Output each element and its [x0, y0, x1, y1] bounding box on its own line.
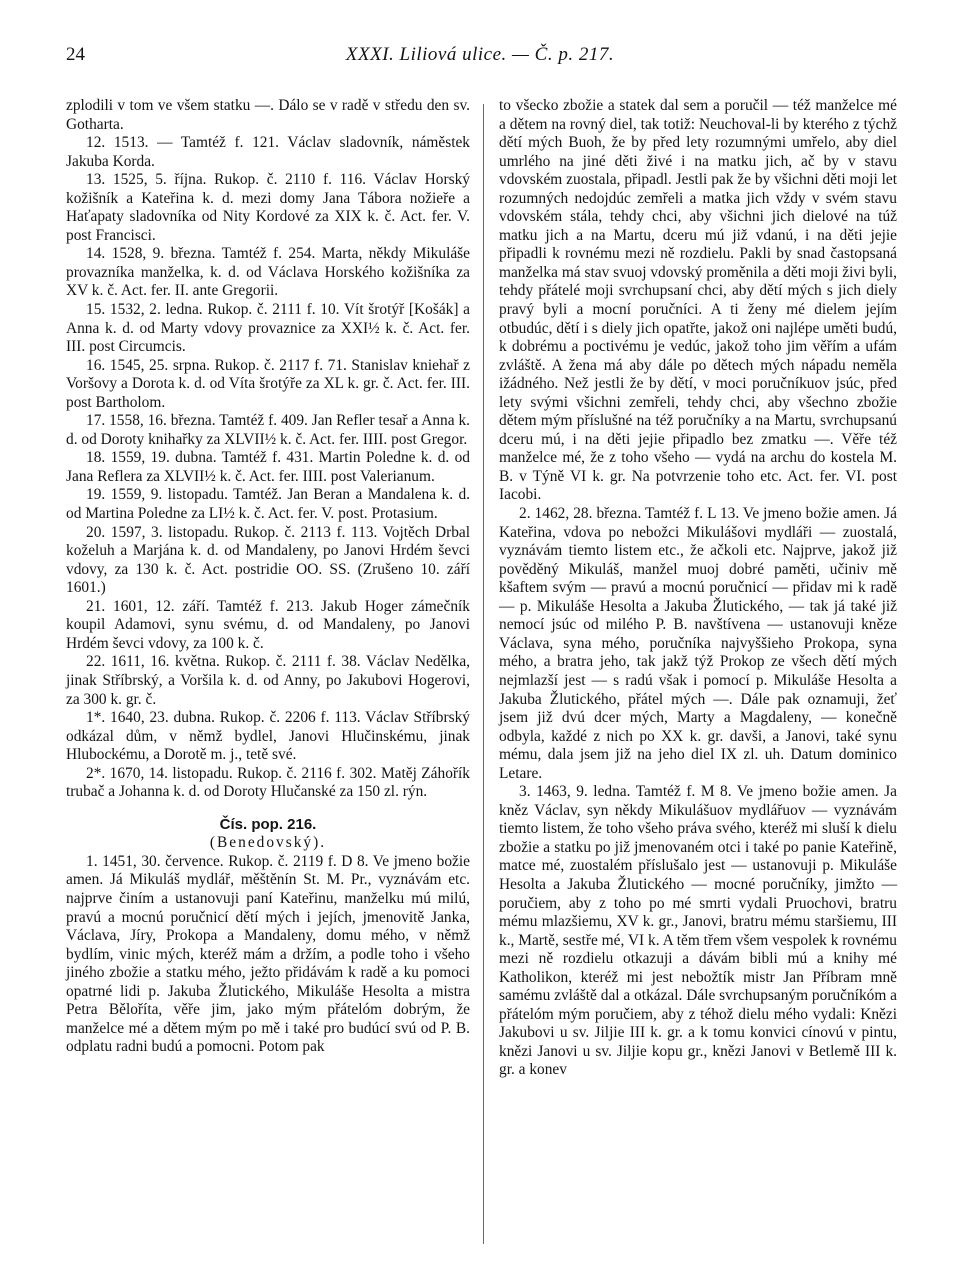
entry-paragraph: 21. 1601, 12. září. Tamtéž f. 213. Jakub Hoger zámečník koupil Adamovi, synu svému, d. od Mandaleny, po Janovi Hrdém ševci vdovy, za 100 k. č. [66, 597, 470, 652]
column-divider [483, 104, 484, 1244]
entry-paragraph: 18. 1559, 19. dubna. Tamtéž f. 431. Martin Poledne k. d. od Jana Reflera za XLVII½ k. č. Act. fer. IIII. post Valerianum. [66, 449, 470, 485]
entry-paragraph: 3. 1463, 9. ledna. Tamtéž f. M 8. Ve jmeno božie amen. Ja kněz Václav, syn někdy Mikulášuov mydlářuov — vyznávám tiemto listem, že toho všeho práva svého, kteréž mi sluší k dielu zbožie a statku po již jmenovaném otci i také po panie Kateřině, matce mé, zuostalém příslušalo jest — ustanovuji p. Mikuláše Hesolta a Jakuba Žlutického — mocné poručníky, jimžto — poručiem, aby z toho po mé smrti vydali Pruochovi, bratru mému mlazšiemu, XV k. gr., Janovi, bratru mému staršiemu, III k., Martě, sestře mé, VI k. A těm třem všem vespolek k rovnému mezi ně rozdielu otkazuji a dávám bibli mú a knihy mé Katholikon, kteréž mi jest nebožtík mistr Jan Příbram mně samému zvláště dal a otkázal. Dále svrchupsaným poručníkóm a přátelóm mým poručiem, aby z téhož dielu mého vydali: Knězi Jakubovi u sv. Jiljie III k. gr. a k tomu konvici cínovú v pintu, knězi Janovi u sv. Jiljie kopu gr., knězi Janovi v Betlemě III k. gr. a konev [499, 783, 897, 1079]
left-entries [66, 97, 470, 802]
section-heading: Čís. pop. 216. [219, 815, 317, 833]
entry-paragraph: 16. 1545, 25. srpna. Rukop. č. 2117 f. 71. Stanislav kniehař z Voršovy a Dorota k. d. od Víta šrotýře za XL k. gr. č. Act. fer. III. post Bartholom. [66, 356, 470, 411]
entry-paragraph: zplodili v tom ve všem statku —. Dálo se v radě v středu den sv. Gotharta. [66, 97, 470, 133]
page-header [66, 44, 894, 74]
entry-paragraph: 20. 1597, 3. listopadu. Rukop. č. 2113 f. 113. Vojtěch Drbal koželuh a Marjána k. d. od Mandaleny, po Janovi Hrdém ševci vdovy, za 130 k. č. Act. postridie OO. SS. (Zrušeno 10. září 1601.) [66, 523, 470, 597]
page-number: 24 [66, 44, 85, 65]
entry-paragraph: 2. 1462, 28. března. Tamtéž f. L 13. Ve jmeno božie amen. Já Kateřina, vdova po nebožci Mikulášovi mydláři — zuostalá, vyznávám tiemto listem etc., že ačkoli etc. Najprve, jakož již pověděný Mikuláš, manžel muoj dobré paměti, učiniv mě kšaftem svým — pravú a mocnú poručnicí — přidav mi k radě — p. Mikuláše Hesolta a Jakuba Žlutického, — tak já také již nemocí jsúc od milého P. B. navštívena — ustanovuji kněze Václava, syna mého, poručníka najvyššieho Prokopa, syna mého, a bratra jeho, tak jakž týž Prokop ze všech dětí mých nejmlazší jest — s radú však i pomocí p. Mikuláše Hesolta a Jakuba Žlutického, přátel mých —. Dále pak oznamuji, žeť jsem již dvú dcer mých, Marty a Magdaleny, — konečně odbyla, každé z nich po XX k. gr. davši, a Janovi, také synu mému, dala jsem již na jeho diel IX zl. uh. Datum dominico Letare. [499, 505, 897, 782]
entry-paragraph: 14. 1528, 9. března. Tamtéž f. 254. Marta, někdy Mikuláše provazníka manželka, k. d. od Václava Horského kožišníka za XV k. č. Act. fer. II. ante Gregorii. [66, 245, 470, 300]
entry-paragraph: 17. 1558, 16. března. Tamtéž f. 409. Jan Refler tesař a Anna k. d. od Doroty knihařky za XLVII½ k. č. Act. fer. IIII. post Gregor. [66, 412, 470, 448]
entry-paragraph: 15. 1532, 2. ledna. Rukop. č. 2111 f. 10. Vít šrotýř [Košák] a Anna k. d. od Marty vdovy provaznice za XXI½ k. č. Act. fer. III. post Circumcis. [66, 301, 470, 356]
entry-paragraph: to všecko zbožie a statek dal sem a poručil — též manželce mé a dětem na rovný diel, tak totiž: Neuchoval-li by kterého z týchž dětí mých Buoh, že by před lety rozumnými umřelo, aby diel umrlého na jiné děti živé i na matku jich, ač by v stavu vdovském zuostala, připadl. Jestli pak že by všichni děti moji let rozumných nedojdúc zemřeli a matka jich vždy v svém stavu vdovském stála, tehdy chci, aby všichni jich dielové na túž matku jich a na Martu, dceru mú již vdanú, i na děti jejie připadli k rovnému mezi ně rozdielu. Pakli by snad častopsaná manželka má stav svuoj vdovský proměnila a děti moji živi byli, tehdy přátelé moji svrchupsaní chci, aby dětí mých s jich diely pravý byli a mocní poručníci. A ti ženy mé dielem jejím otbudúc, dětí i s diely jich opatřte, jakož oni najlépe uměti budú, k dobrému a poctivému je vedúc, jakož toho jim věřím a ufám zvláště. A žena má aby dále po dětech mých nápadu neměla ižádného. Než jestli že by dětí, v moci poručníkuov jsúc, před lety svými všichni zemřeli, tehdy chci, aby všechno zbožie dětem mým příslušné na též poručníky a na Martu, svrchupsanú dceru mú, i na děti jejie připadlo bez zmatku —. Věře též manželce mé, že z toho všeho — vydá na archu do kostela M. B. v Týně VI k. gr. Na potvrzenie toho etc. Act. fer. VI. post Iacobi. [499, 97, 897, 504]
right-column [499, 97, 897, 1080]
entry-paragraph: 22. 1611, 16. května. Rukop. č. 2111 f. 38. Václav Nedělka, jinak Stříbrský, a Voršila k. d. od Anny, po Jakubovi Hogerovi, za 300 k. gr. č. [66, 653, 470, 708]
running-title: XXXI. Liliová ulice. — Č. p. 217. [345, 44, 615, 65]
entry-paragraph: 19. 1559, 9. listopadu. Tamtéž. Jan Beran a Mandalena k. d. od Martina Poledne za LI½ k. č. Act. fer. V. post. Protasium. [66, 486, 470, 523]
entry-paragraph: 12. 1513. — Tamtéž f. 121. Václav sladovník, náměstek Jakuba Korda. [66, 134, 470, 170]
entry-paragraph: 1. 1451, 30. července. Rukop. č. 2119 f. D 8. Ve jmeno božie amen. Já Mikuláš mydlář, měštěnín St. M. Pr., vyznávám etc. najprve činím a ustanovuji paní Kateřinu, manželku mú milú, pravú a mocnú poručnicí dětí mých i jejích, jmenovitě Janka, Václava, Jíry, Prokopa a Mandaleny, domu mého, v němž bydlím, vinic mých, kteréž mám a držím, a podle toho i všeho jiného zbožie a statku mého, ježto přidávám k radě a ku pomoci opatrné lidi p. Jakuba Žlutického, Mikuláše Hesolta a mistra Petra Běloříta, věře jim, jako mým přátelóm dobrým, že manželce mé a dětem mým po mě i také pro budúcí svú od P. B. odplatu radni budú a pomocni. Potom pak [66, 852, 470, 1056]
section-subheading: (Benedovský). [209, 834, 327, 852]
left-column [66, 97, 470, 1057]
right-entries [499, 97, 897, 1080]
left-entries-after [66, 853, 470, 1057]
entry-paragraph: 13. 1525, 5. října. Rukop. č. 2110 f. 116. Václav Horský kožišník a Kateřina k. d. mezi domy Jana Tábora nožieře a Haťapaty sladovníka od Nity Kordové za XIX k. č. Act. fer. V. post Francisci. [66, 171, 470, 244]
entry-paragraph: 1*. 1640, 23. dubna. Rukop. č. 2206 f. 113. Václav Stříbrský odkázal dům, v němž bydlel, Janovi Hlučinskému, jinak Hlubockému, a Dorotě m. j., tetě své. [66, 709, 470, 764]
entry-paragraph: 2*. 1670, 14. listopadu. Rukop. č. 2116 f. 302. Matěj Záhořík trubač a Johanna k. d. od Doroty Hlučanské za 150 zl. rýn. [66, 764, 470, 801]
